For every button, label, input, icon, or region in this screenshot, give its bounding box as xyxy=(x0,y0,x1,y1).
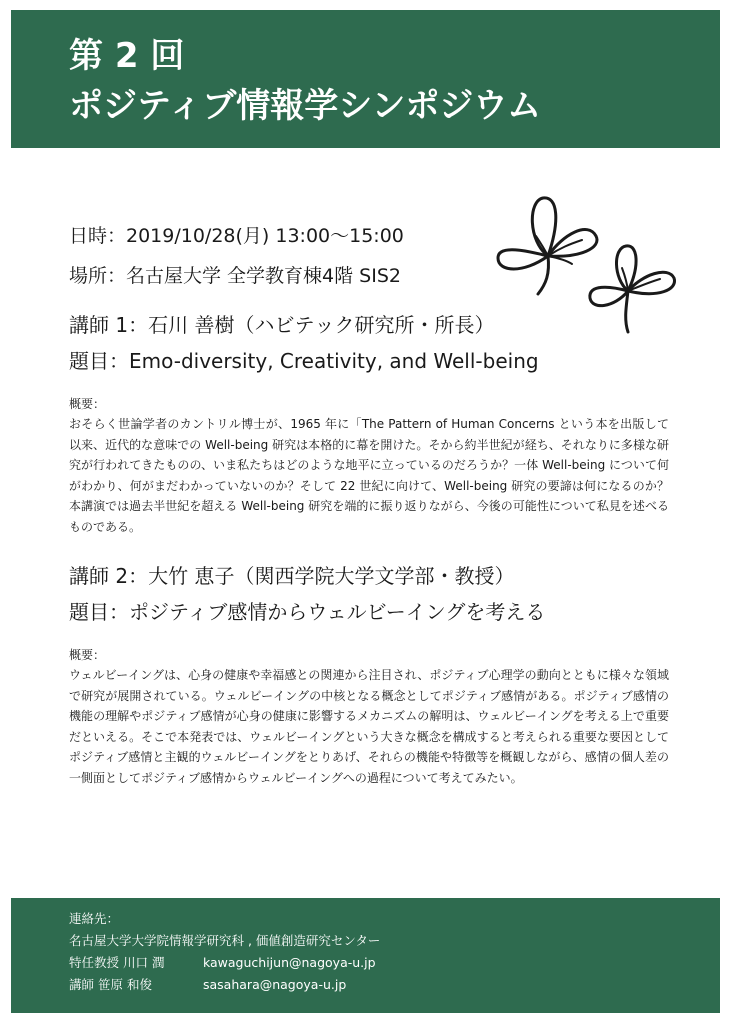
speaker2-name: 講師 2：大竹 恵子（関西学院大学文学部・教授） xyxy=(69,564,515,588)
contact-row xyxy=(69,952,720,974)
event-datetime: 日時：2019/10/28(月) 13:00〜15:00 xyxy=(69,225,404,247)
speaker1-title: 題目：Emo-diversity, Creativity, and Well-being xyxy=(69,349,539,373)
speaker2-summary: ウェルビーイングは、心身の健康や幸福感との関連から注目され、ポジティブ心理学の動向とともに様々な領域で研究が展開されている。ウェルビーイングの中核となる概念としてポジティブ感情がある。ポジティブ感情の機能の理解やポジティブ感情が心身の健康に影響するメカニズムの解明は、ウェルビーイングを考える上で重要だといえる。そこで本発表では、ウェルビーイングという大きな概念を構成すると考えられる重要な要因としてポジティブ感情と主観的ウェルビーイングをとりあげ、それらの機能や特徴等を概観しながら、感情の個人差の一側面としてポジティブ感情からウェルビーイングへの過程について考えてみたい。 xyxy=(69,668,669,785)
event-venue: 場所：名古屋大学 全学教育棟4階 SIS2 xyxy=(69,265,401,287)
speaker1-summary: おそらく世論学者のカントリル博士が、1965 年に「The Pattern of Human Concerns という本を出版して以来、近代的な意味での Well-being 研究は本格的に幕を開けた。そから約半世紀が経ち、それなりに多様な研究が行われてきたものの、いま私たちはどのような地平に立っているのだろうか？一体 Well-being について何がわかり、何がまだわかっていないのか？そして 22 世紀に向けて、Well-being 研究の要諦は何になるのか？本講演では過去半世紀を超える Well-being 研究を端的に振り返りながら、今後の可能性について私見を述べるものである。 xyxy=(69,417,669,534)
main-content xyxy=(69,220,669,788)
contact-email[interactable]: sasahara@nagoya-u.jp xyxy=(203,977,347,992)
contact-banner xyxy=(11,898,720,1013)
event-number: 第 2 回 xyxy=(69,36,185,76)
contact-label: 連絡先： xyxy=(69,911,120,926)
contact-person: 特任教授 川口 潤 xyxy=(69,955,165,970)
contact-row xyxy=(69,974,720,996)
contact-person: 講師 笹原 和俊 xyxy=(69,977,152,992)
title-banner xyxy=(11,10,720,148)
speaker2-summary-label: 概要： xyxy=(69,648,106,662)
contact-org: 名古屋大学大学院情報学研究科 , 価値創造研究センター xyxy=(69,933,381,948)
speaker2-title: 題目：ポジティブ感情からウェルビーイングを考える xyxy=(69,600,546,624)
contact-email[interactable]: kawaguchijun@nagoya-u.jp xyxy=(203,955,376,970)
event-title: ポジティブ情報学シンポジウム xyxy=(69,86,542,126)
speaker1-name: 講師 1：石川 善樹（ハビテック研究所・所長） xyxy=(69,313,495,337)
speaker1-summary-label: 概要： xyxy=(69,397,106,411)
